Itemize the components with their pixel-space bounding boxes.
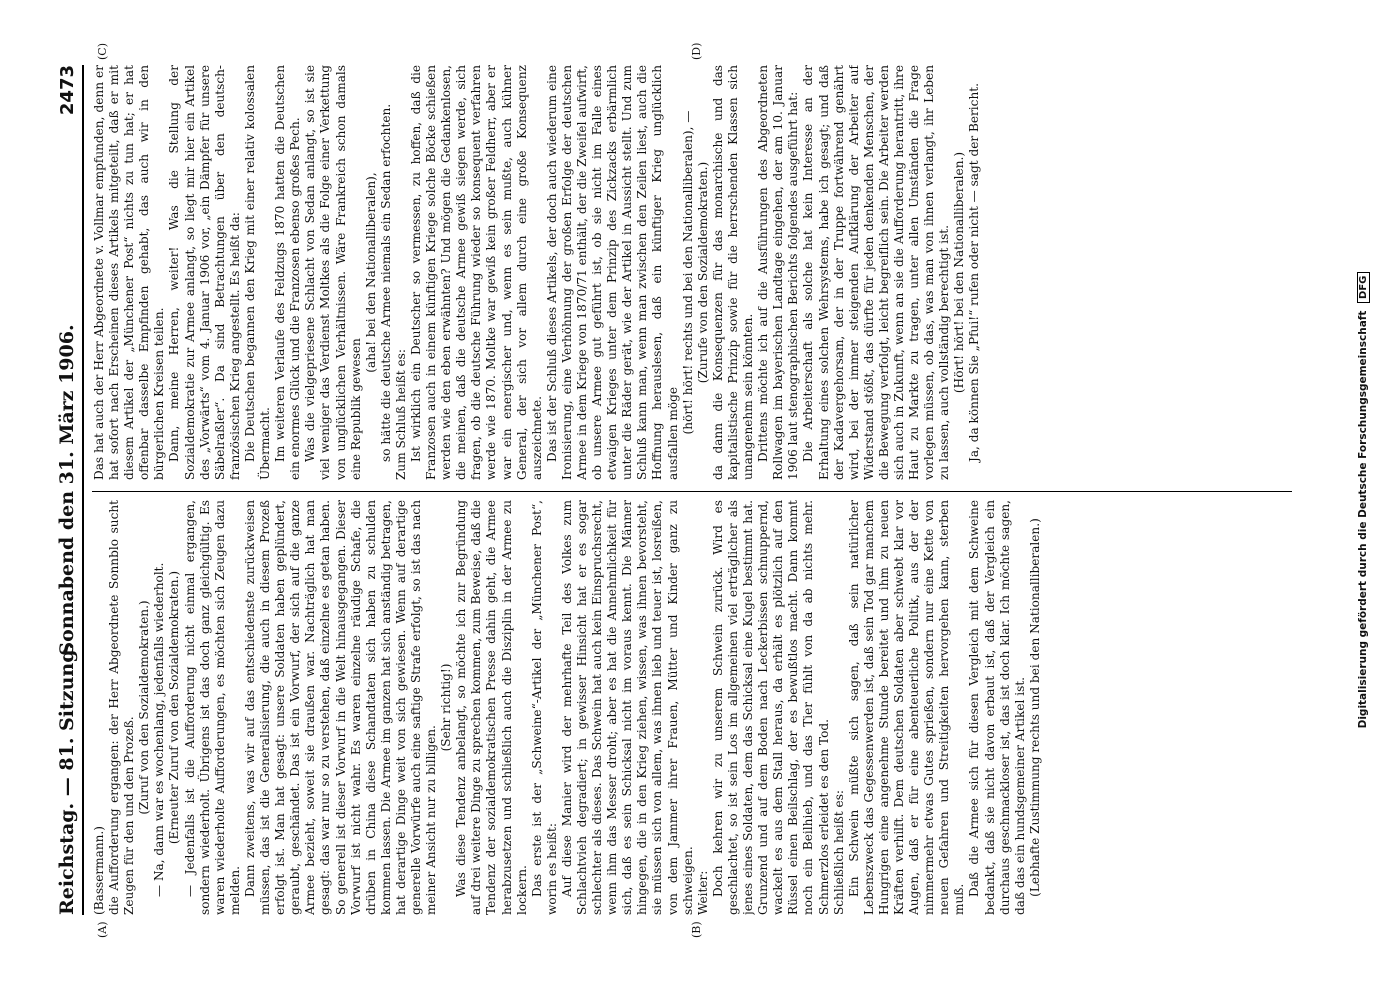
paragraph: Was die vielgepriesene Schlacht von Sedan anlangt, so ist sie viel weniger das Verdienst Moltkes als die Folge einer Verkettung von unglücklichen Verhältnissen. Wäre Frankreich schon damals eine Republik gewesen bbox=[303, 65, 363, 480]
margin-mark-c: (C) bbox=[96, 43, 109, 60]
paragraph: da dann die Konsequenzen für das monarchische und das kapitalistische Prinzip sowie für die herrschenden Klassen sich unangenehm sein könnten. bbox=[710, 65, 756, 480]
digitization-credit bbox=[1357, 50, 1370, 950]
page-header bbox=[48, 65, 84, 915]
paragraph: (aha! bei den Nationalliberalen), bbox=[363, 172, 378, 373]
paragraph: Zum Schluß heißt es: bbox=[393, 349, 408, 480]
paragraph: — Na, dann war es wochenlang, jedenfalls wiederholt. bbox=[152, 562, 167, 897]
paragraph: Auf diese Manier wird der mehrhafte Teil des Volkes zum Schlachtvieh degradiert; in gewisser Hinsicht hat er es sogar schlechter als dieses. Das Schwein hat auch kein Einspruchsrecht, wenn ihm das Messer droht; aber es hat die Annehmlichkeit für sich, daß es sein Schicksal nicht im voraus kennt. Die Männer hingegen, die in den Krieg ziehen, wissen, was ihnen bevorsteht, sie müssen sich von allem, was ihnen lieb und teuer ist, losreißen, von dem Jammer ihrer Frauen, Mütter und Kinder ganz zu schweigen. bbox=[559, 500, 695, 915]
paragraph: Das ist der Schluß dieses Artikels, der doch auch wiederum eine Ironisierung, eine Verhöhnung der großen Erfolge der deutschen Armee in dem Kriege von 1870/71 enthält, der die Zweifel aufwirft, ob unsere Armee gut geführt ist, ob sie nicht im Falle eines etwaigen Krieges unter dem Prinzip des Zickzacks erbärmlich unter die Räder gerät, wie der Artikel in Aussicht stellt. Und zum Schluß kann man, wenn man zwischen den Zeilen liest, auch die Hoffnung herauslesen, daß ein künftiger Krieg unglücklich ausfallen möge bbox=[544, 65, 680, 480]
paragraph: Die Arbeiterschaft als solche hat kein Interesse an der Erhaltung eines solchen Wehrsystems, habe ich gesagt; und daß der Kadavergehorsam, der in der Truppe fortwährend genährt wird, bei der immer steigenden Aufklärung der Arbeiter auf Widerstand stößt, das dürfte für jeden denkenden Menschen, der die Bewegung verfolgt, leicht begreiflich sein. Die Arbeiter werden sich auch in Zukunft, wenn an sie die Aufforderung herantritt, ihre Haut zu Markte zu tragen, unter allen Umständen die Frage vorlegen müssen, ob das, was man von ihnen verlangt, ihr Leben zu lassen, auch vollständig berechtigt ist. bbox=[801, 65, 952, 480]
paragraph: — Jedenfalls ist die Aufforderung nicht einmal ergangen, sondern wiederholt. Übrigens ist das doch ganz gleichgültig. Es waren wiederholte Aufforderungen, es möchten sich Zeugen dazu melden. bbox=[182, 500, 242, 915]
paragraph: Daß die Armee sich für diesen Vergleich mit dem Schweine bedankt, daß sie nicht davon erbaut ist, daß der Vergleich ein durchaus geschmackloser ist, das ist doch klar. Ich möchte sagen, daß das ein hundsgemeiner Artikel ist. bbox=[967, 500, 1027, 915]
paragraph: (Zurufe von den Sozialdemokraten.) bbox=[695, 161, 710, 384]
dfg-logo: DFG bbox=[1357, 272, 1370, 303]
margin-mark-b: (B) bbox=[690, 921, 703, 938]
left-text-column bbox=[92, 500, 1292, 915]
paragraph: Die Deutschen begannen den Krieg mit einer relativ kolossalen Übermacht. bbox=[242, 65, 273, 480]
paragraph: Was diese Tendenz anbelangt, so möchte ich zur Begründung auf drei weitere Dinge zu sprechen kommen, zum Beweise, daß die Tendenz der sozialdemokratischen Presse dahin geht, die Armee herabzusetzen und schließlich auch die Disziplin in der Armee zu lockern. bbox=[454, 500, 529, 915]
paragraph: so hätte die deutsche Armee niemals ein Sedan erfochten. bbox=[378, 103, 393, 462]
paragraph: (Sehr richtig!) bbox=[439, 663, 454, 752]
header-date: Sonnabend den 31. März 1906. bbox=[56, 324, 78, 656]
paragraph: Ist wirklich ein Deutscher so vermessen, zu hoffen, daß die Franzosen auch in einem künftigen Kriege solche Böcke schießen werden wie den eben erwähnten? Und mögen die Gedankenlosen, die meinen, daß die deutsche Armee gewiß siegen werde, sich fragen, ob die deutsche Führung wieder so konsequent verfahren werde wie 1870. Moltke war gewiß kein großer Feldherr, aber er war ein energischer und, wenn es sein mußte, auch kühner General, der sich vor allem durch eine große Konsequenz auszeichnete. bbox=[408, 65, 544, 480]
paragraph: Weiter: bbox=[695, 870, 710, 915]
paragraph: (Erneuter Zuruf von den Sozialdemokraten.) bbox=[167, 570, 182, 845]
paragraph: (Hört! hört! bei den Nationalliberalen.) bbox=[952, 151, 967, 394]
paragraph: (Zuruf von den Sozialdemokraten.) bbox=[137, 600, 152, 815]
page-number: 2473 bbox=[57, 65, 78, 116]
right-text-column bbox=[92, 65, 1292, 480]
credit-text: Digitalisierung gefördert durch die Deutsche Forschungsgemeinschaft bbox=[1357, 310, 1369, 729]
paragraph: Dann, meine Herren, weiter! Was die Stellung der Sozialdemokratie zur Armee anlangt, so liegt mir hier ein Artikel des „Vorwärts“ vom 4. Januar 1906 vor, „ein Dämpfer für unsere Säbelraßler“. Da sind Betrachtungen über den deutsch-französischen Krieg angestellt. Es heißt da: bbox=[167, 65, 242, 480]
paragraph: Dann zweitens, was wir auf das entschiedenste zurückweisen müssen, das ist die Generalisierung, die auch in diesem Prozeß erfolgt ist. Man hat gesagt: unsere Soldaten haben geplündert, geraubt, geschändet. Das ist ein Vorwurf, der sich auf die ganze Armee bezieht, soweit sie draußen war. Nachträglich hat man gesagt: das war nur so zu verstehen, daß einzelne es getan haben. So generell ist dieser Vorwurf in die Welt hinausgegangen. Dieser Vorwurf ist nicht wahr. Es waren einzelne räudige Schafe, die drüben in China diese Schandtaten sich haben zu schulden kommen lassen. Die Armee im ganzen hat sich anständig betragen, hat derartige Dinge weit von sich gewiesen. Wenn auf derartige generelle Vorwürfe auch eine saftige Strafe erfolgt, so ist das nach meiner Ansicht nur zu billigen. bbox=[242, 500, 439, 915]
paragraph: (Lebhafte Zustimmung rechts und bei den Nationalliberalen.) bbox=[1027, 518, 1042, 897]
paragraph: Drittens möchte ich auf die Ausführungen des Abgeordneten Rollwagen im bayerischen Landtage eingehen, der am 10. Januar 1906 laut stenographischen Berichts folgendes ausgeführt hat: bbox=[756, 65, 801, 480]
paragraph: Das erste ist der „Schweine“-Artikel der „Münchener Post“, worin es heißt: bbox=[529, 500, 559, 915]
paragraph: Im weiteren Verlaufe des Feldzugs 1870 hatten die Deutschen ein enormes Glück und die Franzosen ebenso großes Pech. bbox=[273, 65, 303, 480]
column-divider bbox=[92, 491, 1292, 492]
margin-mark-d: (D) bbox=[690, 42, 703, 60]
paragraph: Ein Schwein müßte sich sagen, daß sein natürlicher Lebenszweck das Gegessenwerden ist, daß sein Tod gar manchem Hungrigen eine angenehme Stunde bereitet und ihm zu neuen Kräften verhilft. Dem deutschen Soldaten aber schwebt klar vor Augen, daß er für eine abenteuerliche Politik, aus der der nimmermehr etwas Gutes sprießen, sondern nur eine Kette von neuen Gefahren und Streitigkeiten hervorgehen kann, sterben muß. bbox=[846, 500, 967, 915]
paragraph: (Bassermann.) bbox=[92, 826, 106, 915]
margin-mark-a: (A) bbox=[96, 921, 109, 938]
paragraph: (hört! hört! rechts und bei den Nationalliberalen), — bbox=[680, 110, 695, 435]
paragraph: Das hat auch der Herr Abgeordnete v. Vollmar empfunden, denn er hat sofort nach Erscheinen dieses Artikels mitgeteilt, daß er mit diesem Artikel der „Münchener Post“ nichts zu tun hat; er hat offenbar dasselbe Empfinden gehabt, das auch wir in den bürgerlichen Kreisen teilen. bbox=[92, 65, 167, 480]
paragraph: die Aufforderung ergangen: der Herr Abgeordnete Sonnblo sucht Zeugen für den und den Prozeß. bbox=[107, 500, 137, 915]
paragraph: Ja, da können Sie „Pfui!“ rufen oder nicht — sagt der Bericht. bbox=[967, 83, 982, 462]
paragraph: Schließlich heißt es: bbox=[831, 790, 846, 915]
paragraph: Doch kehren wir zu unserem Schwein zurück. Wird es geschlachtet, so ist sein Los im allgemeinen viel erträglicher als jenes eines Soldaten, dem das Schicksal eine Kugel bestimmt hat. Grunzend und auf dem Boden nach Leckerbissen schnuppernd, wackelt es aus dem Stall heraus, da erhält es plötzlich auf den Rüssel einen Beilschlag, der es bewußtlos macht. Dann kommt noch ein Beilhieb, und das Tier fühlt von da ab nichts mehr. Schmerzlos erleidet es den Tod. bbox=[710, 500, 831, 915]
header-session: Reichstag. — 81. Sitzung. bbox=[56, 642, 78, 915]
